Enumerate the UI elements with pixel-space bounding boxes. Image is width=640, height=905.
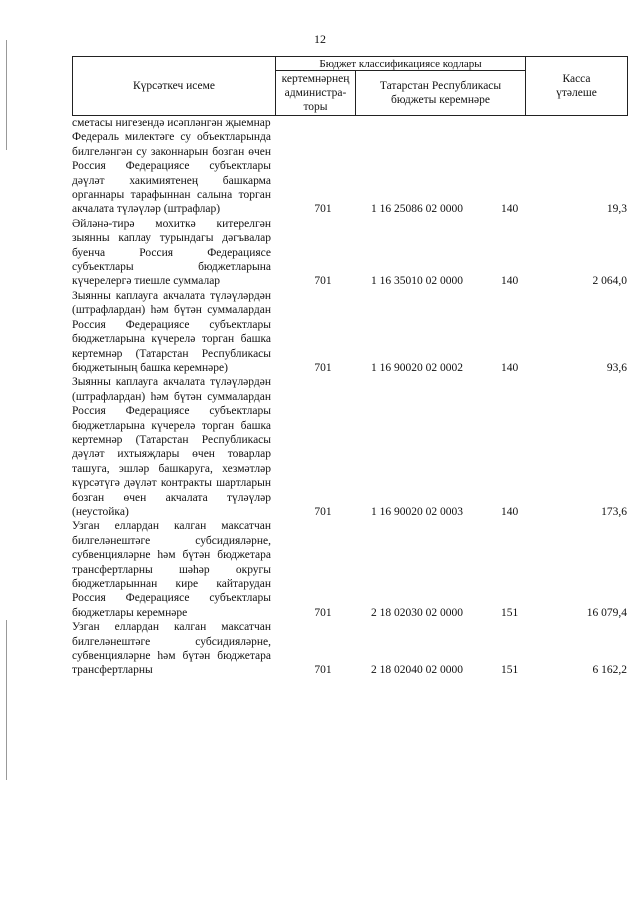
row-kbk: 2 18 02040 02 0000: [371, 664, 463, 677]
row-code: 140: [501, 505, 519, 518]
row-kbk: 1 16 90020 02 0003: [371, 505, 463, 518]
row-name: Узган еллардан калган максатчан билгеләнештәге субсидияләрне, субвенцияләрне һәм бүтән бюджетара трансфертларны шәһәр округы бюджетларыннан кире кайтарудан Россия Федерациясе субъектлары бюджетлары керемнәре: [72, 520, 271, 619]
header-revenue: [355, 70, 526, 116]
row-admin: 701: [314, 664, 332, 677]
header-indicator-name-text: Күрсәткеч исеме: [132, 80, 216, 92]
table-row: [72, 130, 627, 216]
header-budget-codes: [275, 56, 526, 71]
row-amount: 16 079,4: [586, 606, 627, 619]
table-row: [72, 217, 627, 289]
header-indicator-name: [72, 56, 276, 116]
row-code: 151: [501, 606, 519, 619]
row-kbk: 1 16 90020 02 0002: [371, 361, 463, 374]
row-name: Федераль милектәге су объектларында билгеләнгән су законнарын бозган өчен Россия Федерациясе субъектлары дәүләт хакимиятенең башкарма органнары тарафыннан салына торган акчалата түләүләр (штрафлар): [72, 131, 271, 216]
row-admin: 701: [314, 203, 332, 216]
row-amount: 2 064,0: [592, 275, 627, 288]
header-cash: [525, 56, 628, 116]
header-budget-codes-text: Бюджет классификациясе кодлары: [319, 57, 482, 70]
row-kbk: 1 16 35010 02 0000: [371, 275, 463, 288]
header-admin-text: кертемнәрнең администра-торы: [281, 73, 350, 113]
row-kbk: 2 18 02030 02 0000: [371, 606, 463, 619]
row-admin: 701: [314, 361, 332, 374]
row-amount: 19,3: [606, 203, 627, 216]
margin-mark: [6, 40, 7, 150]
row-name: Зыянны каплауга акчалата түләүләрдән (штрафлардан) һәм бүтән суммалардан Россия Федерациясе субъектлары бюджетларына күчерелә торган башка кертемнәр (Татарстан Республикасы бюджетының башка керемнәре): [72, 289, 271, 374]
row-amount: 6 162,2: [592, 664, 627, 677]
row-admin: 701: [314, 505, 332, 518]
row-name: Әйләнә-тирә мохиткә китерелгән зыянны каплау турындагы дәгъвалар буенча Россия Федерациясе субъектлары бюджетларына күчерелергә тиешле суммалар: [72, 217, 271, 288]
table-row: [72, 620, 627, 678]
table-body: [72, 116, 627, 678]
table-row: [72, 519, 627, 620]
row-amount: 173,6: [601, 505, 627, 518]
table-row: [72, 116, 627, 130]
row-admin: 701: [314, 275, 332, 288]
table-row: [72, 375, 627, 519]
table-row: [72, 289, 627, 375]
row-kbk: 1 16 25086 02 0000: [371, 203, 463, 216]
row-code: 151: [501, 664, 519, 677]
row-admin: 701: [314, 606, 332, 619]
header-revenue-text: Татарстан Республикасы бюджеты керемнәре: [379, 80, 502, 106]
row-name: Узган еллардан калган максатчан билгеләнештәге субсидияләрне, субвенцияләрне һәм бүтән бюджетара трансфертларны: [72, 621, 271, 677]
margin-mark: [6, 620, 7, 780]
row-name: Зыянны каплауга акчалата түләүләрдән (штрафлардан) һәм бүтән суммалардан Россия Федерациясе субъектлары бюджетларына күчерелә торган башка кертемнәр (Татарстан Республикасы дәүләт ихтыяҗлары өчен товарлар ташуга, эшләр башкаруга, хезмәтләр күрсәтүгә дәүләт контракты шартларын бозган өчен акчалата түләүләр (неустойка): [72, 376, 271, 518]
row-amount: 93,6: [606, 361, 627, 374]
row-code: 140: [501, 203, 519, 216]
header-admin: [275, 70, 356, 116]
row-code: 140: [501, 361, 519, 374]
row-name: сметасы нигезендә исәпләнгән җыемнар: [72, 117, 271, 129]
page-number: 12: [314, 32, 326, 46]
row-code: 140: [501, 275, 519, 288]
header-cash-text: Касса үтәлеше: [556, 73, 597, 99]
